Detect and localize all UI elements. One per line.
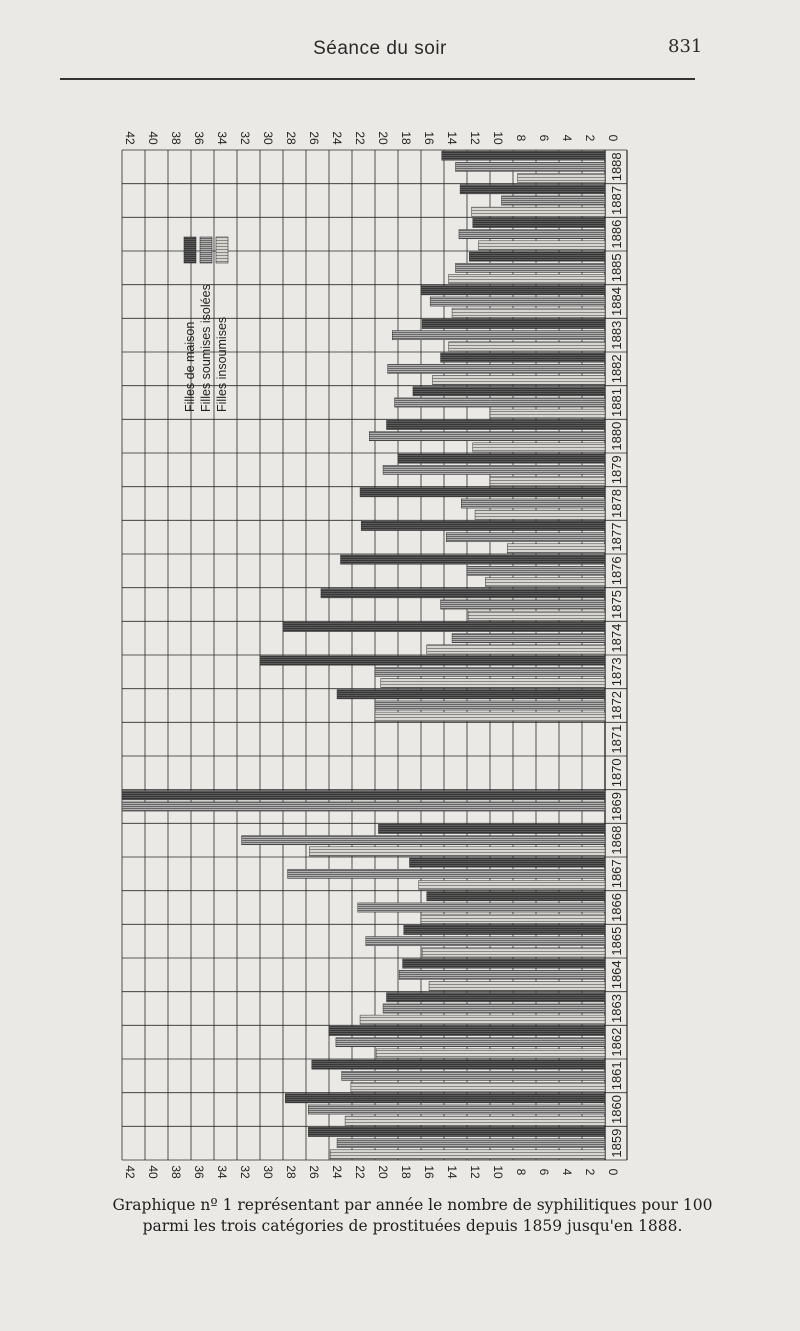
bar-1861-series-3 (351, 1082, 605, 1091)
year-label: 1887 (609, 186, 624, 215)
bar-1868-series-1 (378, 824, 605, 833)
year-label: 1866 (609, 893, 624, 922)
x-tick-label-bottom: 38 (169, 1165, 183, 1179)
bar-1877-series-3 (507, 544, 605, 553)
bar-1888-series-2 (456, 162, 606, 171)
year-label: 1880 (609, 421, 624, 451)
bar-1875-series-2 (441, 600, 605, 609)
bar-1866-series-1 (427, 892, 605, 901)
year-label: 1879 (609, 455, 624, 485)
x-tick-label-bottom: 4 (560, 1168, 574, 1176)
year-label: 1870 (609, 758, 624, 788)
x-tick-label-bottom: 16 (422, 1165, 436, 1179)
x-tick-label-bottom: 2 (583, 1168, 597, 1176)
x-tick-label-top: 4 (560, 134, 574, 142)
x-tick-label-bottom: 24 (330, 1165, 344, 1179)
bar-1868-series-2 (242, 836, 605, 845)
x-tick-label-top: 40 (146, 131, 160, 145)
year-label: 1884 (609, 287, 624, 316)
x-tick-label-bottom: 14 (445, 1165, 459, 1179)
legend-label: Filles insoumises (215, 316, 229, 412)
bar-1883-series-2 (392, 331, 605, 340)
bar-1887-series-2 (502, 196, 606, 205)
year-label: 1862 (609, 1027, 624, 1057)
bar-1876-series-1 (341, 555, 606, 564)
x-tick-label-bottom: 30 (261, 1165, 275, 1179)
bar-1884-series-1 (421, 286, 605, 295)
page-number: 831 (668, 36, 703, 57)
bar-1881-series-1 (413, 387, 605, 396)
bar-1883-series-3 (449, 342, 605, 351)
bar-1874-series-1 (283, 622, 605, 631)
bar-1884-series-2 (430, 297, 605, 306)
bar-1886-series-1 (473, 218, 605, 227)
year-label: 1869 (609, 792, 624, 821)
chart-legend (183, 237, 229, 412)
bar-1867-series-1 (410, 858, 606, 867)
x-tick-label-top: 38 (169, 131, 183, 145)
year-label: 1861 (609, 1061, 624, 1091)
bar-1863-series-2 (383, 1004, 605, 1013)
bar-1882-series-2 (388, 364, 605, 373)
bar-1864-series-2 (399, 970, 605, 979)
year-label: 1888 (609, 152, 624, 182)
bar-1874-series-2 (452, 634, 605, 643)
bar-1879-series-1 (398, 454, 605, 463)
bar-1863-series-1 (387, 993, 606, 1002)
x-tick-label-bottom: 28 (284, 1165, 298, 1179)
legend-swatch (200, 237, 212, 263)
x-tick-label-bottom: 42 (123, 1165, 137, 1179)
bar-1876-series-2 (467, 566, 605, 575)
x-tick-label-top: 8 (514, 134, 528, 142)
bar-1888-series-1 (442, 151, 605, 160)
legend-label: Filles de maison (183, 321, 197, 412)
bar-1859-series-2 (337, 1139, 605, 1148)
bar-1875-series-3 (468, 611, 605, 620)
bar-1872-series-2 (375, 701, 605, 710)
year-label: 1864 (609, 960, 624, 990)
year-label: 1881 (609, 388, 624, 417)
bar-1860-series-3 (345, 1116, 605, 1125)
bar-1866-series-2 (358, 903, 605, 912)
bar-1888-series-3 (518, 173, 605, 182)
x-tick-label-bottom: 10 (491, 1165, 505, 1179)
x-tick-label-bottom: 32 (238, 1165, 252, 1179)
bar-1860-series-1 (285, 1094, 605, 1103)
year-label: 1860 (609, 1095, 624, 1124)
year-label: 1867 (609, 859, 624, 889)
x-tick-label-bottom: 8 (514, 1168, 528, 1176)
bar-1883-series-1 (422, 319, 605, 328)
year-label: 1877 (609, 522, 624, 552)
x-tick-label-top: 18 (399, 131, 413, 145)
bar-1872-series-3 (375, 712, 605, 721)
bar-1881-series-3 (490, 409, 605, 418)
bar-1860-series-2 (308, 1105, 605, 1114)
x-tick-label-top: 14 (445, 131, 459, 145)
x-tick-label-top: 36 (192, 131, 206, 145)
x-tick-label-top: 16 (422, 131, 436, 145)
bar-1877-series-2 (446, 533, 605, 542)
x-tick-label-bottom: 36 (192, 1165, 206, 1179)
bar-1865-series-2 (366, 937, 605, 946)
year-label: 1873 (609, 657, 624, 687)
bar-1862-series-3 (376, 1049, 605, 1058)
bar-1868-series-3 (309, 847, 605, 856)
x-tick-label-top: 30 (261, 131, 275, 145)
bar-1861-series-1 (312, 1060, 605, 1069)
bar-1867-series-2 (288, 869, 605, 878)
bar-1881-series-2 (395, 398, 605, 407)
bar-1878-series-3 (475, 510, 605, 519)
year-label: 1859 (609, 1128, 624, 1158)
x-tick-label-top: 0 (606, 134, 620, 142)
x-tick-label-bottom: 6 (537, 1168, 551, 1176)
year-label: 1874 (609, 623, 624, 653)
bar-1863-series-3 (360, 1015, 605, 1024)
bar-1878-series-1 (360, 488, 605, 497)
year-label: 1886 (609, 219, 624, 249)
legend-swatch (216, 237, 228, 263)
bar-1882-series-3 (433, 375, 606, 384)
bar-1880-series-3 (473, 443, 605, 452)
x-tick-label-bottom: 26 (307, 1165, 321, 1179)
x-tick-label-bottom: 0 (606, 1168, 620, 1176)
bar-1880-series-2 (369, 432, 605, 441)
year-label: 1885 (609, 253, 624, 283)
bar-1880-series-1 (387, 420, 606, 429)
bar-1866-series-3 (421, 914, 605, 923)
bar-1887-series-3 (472, 207, 605, 216)
year-label: 1875 (609, 590, 624, 619)
bar-1873-series-2 (375, 667, 605, 676)
bar-1884-series-3 (452, 308, 605, 317)
bar-1886-series-2 (459, 230, 605, 239)
bar-1878-series-2 (461, 499, 605, 508)
year-label: 1883 (609, 320, 624, 350)
x-tick-label-top: 2 (583, 134, 597, 142)
bar-1874-series-3 (427, 645, 605, 654)
bar-1886-series-3 (479, 241, 606, 250)
bar-1862-series-1 (329, 1026, 605, 1035)
year-label: 1872 (609, 691, 624, 720)
x-tick-label-top: 12 (468, 131, 482, 145)
x-tick-label-bottom: 18 (399, 1165, 413, 1179)
x-tick-label-bottom: 20 (376, 1165, 390, 1179)
bar-1885-series-3 (449, 274, 605, 283)
bar-1885-series-1 (469, 252, 605, 261)
bar-1876-series-3 (485, 577, 605, 586)
x-tick-label-top: 26 (307, 131, 321, 145)
bar-1873-series-3 (381, 678, 605, 687)
bar-1859-series-1 (308, 1127, 605, 1136)
x-tick-label-bottom: 22 (353, 1165, 367, 1179)
year-label: 1882 (609, 354, 624, 384)
bar-1867-series-3 (419, 880, 605, 889)
figure-caption (60, 1195, 765, 1237)
x-tick-label-bottom: 34 (215, 1165, 229, 1179)
x-tick-label-bottom: 12 (468, 1165, 482, 1179)
bar-1869-series-2 (122, 802, 605, 811)
bar-1872-series-1 (337, 690, 605, 699)
bar-1873-series-1 (260, 656, 605, 665)
year-label: 1876 (609, 556, 624, 586)
x-tick-label-bottom: 40 (146, 1165, 160, 1179)
x-tick-label-top: 32 (238, 131, 252, 145)
caption-line-1: Graphique nº 1 représentant par année le nombre de syphilitiques pour 100 (112, 1196, 713, 1214)
bar-1865-series-3 (422, 948, 605, 957)
x-tick-label-top: 24 (330, 131, 344, 145)
x-tick-label-top: 10 (491, 131, 505, 145)
x-tick-label-top: 22 (353, 131, 367, 145)
legend-label: Filles soumises isolées (199, 284, 213, 412)
year-label: 1868 (609, 825, 624, 855)
x-tick-label-top: 28 (284, 131, 298, 145)
bar-1875-series-1 (321, 589, 605, 598)
x-tick-label-top: 20 (376, 131, 390, 145)
bar-1864-series-3 (429, 981, 605, 990)
bar-1865-series-1 (404, 925, 605, 934)
bar-1885-series-2 (456, 263, 606, 272)
year-label: 1878 (609, 489, 624, 518)
bar-1882-series-1 (441, 353, 605, 362)
bar-1862-series-2 (336, 1038, 605, 1047)
bar-1859-series-3 (330, 1150, 605, 1159)
running-title: Séance du soir (313, 38, 447, 59)
legend-swatch (184, 237, 196, 263)
bar-1864-series-1 (403, 959, 605, 968)
bar-1879-series-3 (490, 476, 605, 485)
year-label: 1863 (609, 994, 624, 1023)
bar-1869-series-1 (122, 791, 605, 800)
x-tick-label-top: 42 (123, 131, 137, 145)
x-tick-label-top: 6 (537, 134, 551, 142)
bar-1887-series-1 (460, 185, 605, 194)
year-label: 1871 (609, 724, 624, 754)
bar-1877-series-1 (361, 521, 605, 530)
bar-1861-series-2 (342, 1071, 605, 1080)
x-tick-label-top: 34 (215, 131, 229, 145)
bar-1879-series-2 (383, 465, 605, 474)
year-label: 1865 (609, 926, 624, 956)
caption-line-2: parmi les trois catégories de prostituées depuis 1859 jusqu'en 1888. (142, 1217, 683, 1235)
